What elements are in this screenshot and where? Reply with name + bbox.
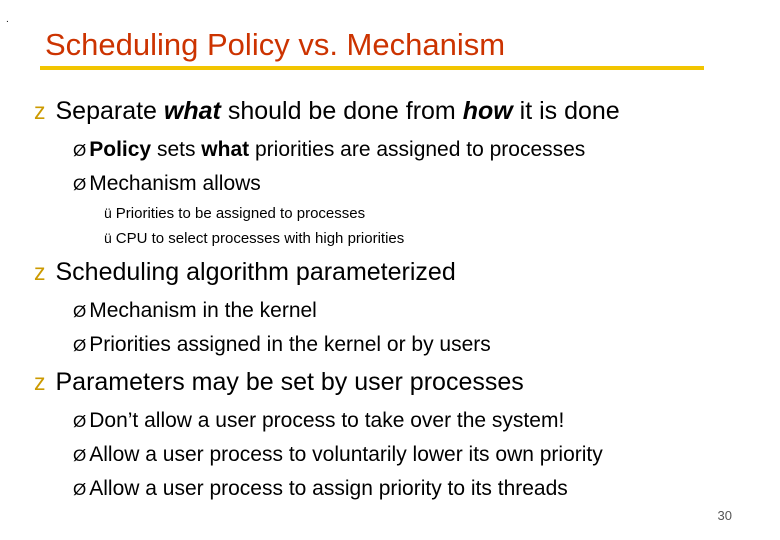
- arrow-marker-icon: Ø: [73, 141, 87, 160]
- title-underline: [40, 66, 704, 70]
- subbullet-mechanism-kernel: [73, 299, 317, 323]
- subbullet-assign-thread-priority: [73, 477, 568, 501]
- bullet-emphasis: Policy: [89, 138, 152, 161]
- bullet-emphasis: what: [201, 138, 250, 161]
- bullet-parameters-user: [34, 368, 524, 397]
- bullet-marker-icon: z: [34, 369, 46, 395]
- arrow-marker-icon: Ø: [73, 302, 87, 321]
- subbullet-mechanism-allows: [73, 172, 261, 196]
- bullet-scheduling-algorithm: [34, 258, 456, 287]
- subbullet-dont-allow-takeover: [73, 409, 564, 433]
- subbullet-priorities-kernel-users: [73, 333, 491, 357]
- bullet-text: Don’t allow a user process to take over the system!: [89, 409, 565, 432]
- slide-title: Scheduling Policy vs. Mechanism: [45, 27, 506, 62]
- bullet-text: Mechanism allows: [89, 172, 261, 195]
- arrow-marker-icon: Ø: [73, 412, 87, 431]
- bullet-text: it is done: [512, 97, 620, 125]
- bullet-text: Allow a user process to assign priority to its threads: [89, 477, 568, 500]
- bullet-emphasis: how: [462, 97, 513, 125]
- corner-mark: .: [6, 14, 9, 25]
- page-number: 30: [717, 508, 732, 523]
- bullet-text: CPU to select processes with high priorities: [115, 230, 405, 247]
- bullet-text: Separate: [55, 97, 164, 125]
- arrow-marker-icon: Ø: [73, 446, 87, 465]
- bullet-text: priorities are assigned to processes: [249, 138, 586, 161]
- subsubbullet-priorities-assigned: [104, 205, 365, 222]
- bullet-text: Priorities assigned in the kernel or by users: [89, 333, 491, 356]
- checkmark-icon: ü: [104, 205, 112, 221]
- bullet-text: Mechanism in the kernel: [89, 299, 317, 322]
- bullet-separate-what-how: [34, 97, 620, 126]
- bullet-text: Parameters may be set by user processes: [55, 368, 524, 396]
- bullet-text: Allow a user process to voluntarily lower its own priority: [89, 443, 603, 466]
- arrow-marker-icon: Ø: [73, 175, 87, 194]
- bullet-emphasis: what: [163, 97, 221, 125]
- subsubbullet-cpu-select: [104, 230, 404, 247]
- arrow-marker-icon: Ø: [73, 480, 87, 499]
- arrow-marker-icon: Ø: [73, 336, 87, 355]
- bullet-text: should be done from: [220, 97, 463, 125]
- subbullet-policy: [73, 138, 585, 162]
- bullet-text: sets: [151, 138, 202, 161]
- bullet-text: Scheduling algorithm parameterized: [55, 258, 456, 286]
- checkmark-icon: ü: [104, 230, 112, 246]
- bullet-marker-icon: z: [34, 98, 46, 124]
- subbullet-lower-priority: [73, 443, 603, 467]
- bullet-text: Priorities to be assigned to processes: [115, 205, 366, 222]
- bullet-marker-icon: z: [34, 259, 46, 285]
